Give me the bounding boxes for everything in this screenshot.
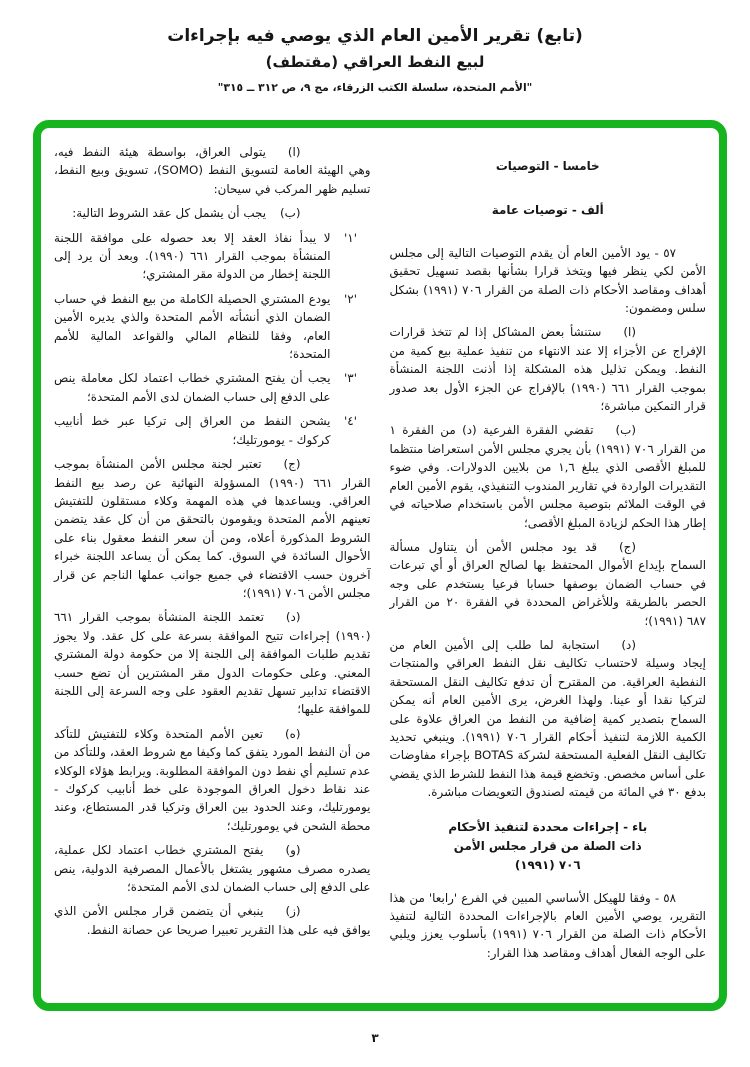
numbered-item-4 xyxy=(54,412,371,449)
item-text: يتولى العراق، بواسطة هيئة النفط فيه، وهي الهيئة العامة لتسويق النفط (SOMO)، تسويق وبيع النفط، تسليم ظهر المركب في سيحان: xyxy=(54,145,371,196)
item-marker: (ز) xyxy=(285,904,301,919)
header-source-citation: "الأمم المتحدة، سلسلة الكتب الزرقاء، مج ٩، ص ٣١٢ ــ ٣١٥" xyxy=(217,81,533,94)
item-marker: (ا) xyxy=(623,325,636,340)
heading-baa-line3: ٧٠٦ (١٩٩١) xyxy=(514,857,581,872)
section-heading-fifth-recommendations: خامسا - التوصيات xyxy=(495,159,600,173)
header-title-line1: (تابع) تقرير الأمين العام الذي يوصي فيه بإجراءات xyxy=(167,26,583,46)
paragraph-item-haa-left xyxy=(54,725,371,835)
item-text: تعتبر لجنة مجلس الأمن المنشأة بموجب القرار ٦٦١ (١٩٩٠) المسؤولة النهائية عن رصد بيع النفط العراقي. ويساعدها في هذه المهمة وكلاء مستقلون للتفتيش تعينهم الأمم المتحدة ويقومون بالتحقق من أن كل عقد يتضمن الشروط المذكورة أعلاه، ومن أن سعر النفط معقول بناء على الأحوال السائدة في السوق. كما يمكن أن يساعد اللجنة خبراء آخرون حسب الاقتضاء في جميع جوانب عملها الناجم عن قرار مجلس الأمن ٧٠٦ (١٩٩١)؛ xyxy=(54,457,371,600)
paragraph-item-waw-left xyxy=(54,841,371,896)
item-number: '١' xyxy=(344,230,357,245)
item-text: يجب أن يفتح المشتري خطاب اعتماد لكل معاملة ينص على الدفع إلى حساب الضمان لدى الأمم المتحدة؛ xyxy=(54,371,331,404)
item-text: تقضي الفقرة الفرعية (د) من الفقرة ١ من القرار ٧٠٦ (١٩٩١) بأن يجري مجلس الأمن استعراضا منتظما للمبلغ الأقصى الذي يبلغ ١,٦ من بلايين الدولارات. وفي ضوء التقديرات الواردة في تقارير المندوب التنفيذي، يقوم الأمين العام في الوقت الملائم بتوصية مجلس الأمن باستخدام صلاحياته في إطار هذا الحكم لزيادة المبلغ الأقصى؛ xyxy=(389,423,706,530)
page-number: ٣ xyxy=(371,1031,379,1045)
item-text: استجابة لما طلب إلى الأمين العام من إيجاد وسيلة لاحتساب تكاليف نقل النفط العراقي والمنتجات النفطية العراقية. من المقترح أن تدفع تكاليف النقل المستحقة لتركيا نقدا أو عينا. ولهذا الغرض، يرى الأمين العام أنه يمكن السماح بتصدير كمية إضافية من النفط من العراق علاوة على الكمية اللازمة لتنفيذ أحكام القرار ٧٠٦ (١٩٩١). وينبغي تحديد تكاليف النقل الفعلية المستحقة لشركة BOTAS بإجراء مفاوضات على أساس مخصص. وتخضع قيمة هذا النفط للشرط الذي يقضي بدفع ٣٠ في المائة من قيمته لصندوق التعويضات مباشرة. xyxy=(389,637,706,800)
numbered-item-3 xyxy=(54,369,371,406)
paragraph-item-dal xyxy=(390,636,707,802)
subsection-heading-specific-procedures xyxy=(390,818,707,875)
column-right xyxy=(390,143,707,968)
column-left xyxy=(54,143,371,968)
item-text: ستنشأ بعض المشاكل إذا لم تتخذ قرارات الإفراج عن الأجزاء إلا عند الانتهاء من تنفيذ عملية بيع كمية من النفط. ويمكن تذليل هذه المشكلة إذا أذنت اللجنة المنشأة بموجب القرار ٦٦١ (١٩٩٠) بالإفراج عن الجزء الأول بعد صدور قرار التمكين مباشرة؛ xyxy=(389,325,706,414)
two-column-layout xyxy=(54,143,706,968)
subsection-heading-general-recommendations: ألف - توصيات عامة xyxy=(491,203,604,218)
item-marker: (د) xyxy=(285,610,301,625)
paragraph-item-alef-left xyxy=(54,143,371,198)
item-marker: (ا) xyxy=(287,145,301,159)
item-text: يجب أن يشمل كل عقد الشروط التالية: xyxy=(72,206,267,221)
paragraph-57: ٥٧ - يود الأمين العام أن يقدم التوصيات التالية إلى مجلس الأمن لكي ينظر فيها ويتخذ قرارا بشأنها بقصد تسهيل تحقيق أهداف ومقاصد الأحكام ذات الصلة من القرار ٧٠٦ (١٩٩١) بشكل سلس ومضمون: xyxy=(389,245,706,316)
item-marker: (ب) xyxy=(280,206,301,221)
heading-baa-line2: ذات الصلة من قرار مجلس الأمن xyxy=(453,838,642,853)
document-header xyxy=(0,26,750,94)
item-marker: (ج) xyxy=(283,457,301,472)
paragraph-item-baa xyxy=(390,421,707,531)
header-title-line2: لبيع النفط العراقي (مقتطف) xyxy=(265,53,485,71)
item-marker: (و) xyxy=(285,843,301,858)
item-marker: (ج) xyxy=(619,539,636,554)
item-text: ينبغي أن يتضمن قرار مجلس الأمن الذي يوافق فيه على هذا التقرير تعبيرا صريحا عن حصانة النفط. xyxy=(54,904,371,937)
item-number: '٣' xyxy=(344,371,357,386)
item-text: يودع المشتري الحصيلة الكاملة من بيع النفط في حساب الضمان الذي أنشأته الأمم المتحدة والذي يديره الأمين العام، وفقا للنظام المالي والقواعد المالية للأمم المتحدة؛ xyxy=(54,291,331,362)
numbered-item-2 xyxy=(54,290,371,364)
item-marker: (ب) xyxy=(615,423,636,438)
paragraph-item-dal-left xyxy=(54,608,371,718)
item-number: '٢' xyxy=(344,291,357,306)
paragraph-item-zay-left xyxy=(54,902,371,939)
item-text: لا يبدأ نفاذ العقد إلا بعد حصوله على موافقة اللجنة المنشأة بموجب القرار ٦٦١ (١٩٩٠). وبعد أن يرد إلى اللجنة إخطار من الدولة مقر المشتري؛ xyxy=(54,230,331,282)
item-number: '٤' xyxy=(344,414,357,429)
green-border-content-box xyxy=(33,120,727,1011)
item-text: قد يود مجلس الأمن أن يتناول مسألة السماح بإيداع الأموال المحتفظ بها لصالح العراق أو أي تبرعات في حساب الضمان بوصفها حسابا فرعيا يستخدم على وجه الحصر بالطريقة وللأغراض المحددة في الفقرة ٢٠ من القرار ٦٨٧ (١٩٩١)؛ xyxy=(389,539,707,628)
item-text: يشحن النفط من العراق إلى تركيا عبر خط أنابيب كركوك - يومورتليك؛ xyxy=(54,414,331,447)
item-text: تعتمد اللجنة المنشأة بموجب القرار ٦٦١ (١٩٩٠) إجراءات تتيح الموافقة بسرعة على كل عقد. ولا يجوز تقديم طلبات الموافقة إلى اللجنة إلا من حكومة دولة المشتري المعني. وعلى حكومات الدول مقر المشترين أن تضع حسب الاقتضاء تدابير تسهل تقديم العقود على وجه السرعة إلى اللجنة للموافقة عليها؛ xyxy=(54,610,371,717)
paragraph-58: ٥٨ - وفقا للهيكل الأساسي المبين في الفرع 'رابعا' من هذا التقرير، يوصي الأمين العام بالإجراءات المحددة التالية لتنفيذ الأحكام ذات الصلة من القرار ٧٠٦ (١٩٩١) بأسلوب يعزز ويلبي على الوجه الفعال أهداف ومقاصد هذا القرار: xyxy=(389,890,706,960)
heading-baa-line1: باء - إجراءات محددة لتنفيذ الأحكام xyxy=(448,819,648,834)
paragraph-item-baa-left xyxy=(54,204,371,222)
paragraph-item-jeem xyxy=(390,538,707,630)
paragraph-item-alef xyxy=(390,323,707,415)
item-marker: (ه) xyxy=(284,726,301,741)
item-text: يفتح المشتري خطاب اعتماد لكل عملية، يصدره مصرف مشهور يشتغل بالأعمال المصرفية الدولية، ينص على الدفع إلى حساب الضمان لدى الأمم المتحدة؛ xyxy=(54,843,371,895)
numbered-item-1 xyxy=(54,229,371,284)
item-marker: (د) xyxy=(621,637,636,652)
paragraph-item-jeem-left xyxy=(54,455,371,602)
item-text: تعين الأمم المتحدة وكلاء للتفتيش للتأكد من أن النفط المورد يتفق كما وكيفا مع شروط العقد، وللتأكد من عدم تسليم أي نفط دون الموافقة المطلوبة. ويرابط هؤلاء الوكلاء عند نقاط دخول العراق الموجودة على خط أنابيب كركوك - يومورتليك، وعند الحدود بين العراق وتركيا قدر المستطاع، وعند محطة الشحن في يومورتليك؛ xyxy=(54,726,371,833)
